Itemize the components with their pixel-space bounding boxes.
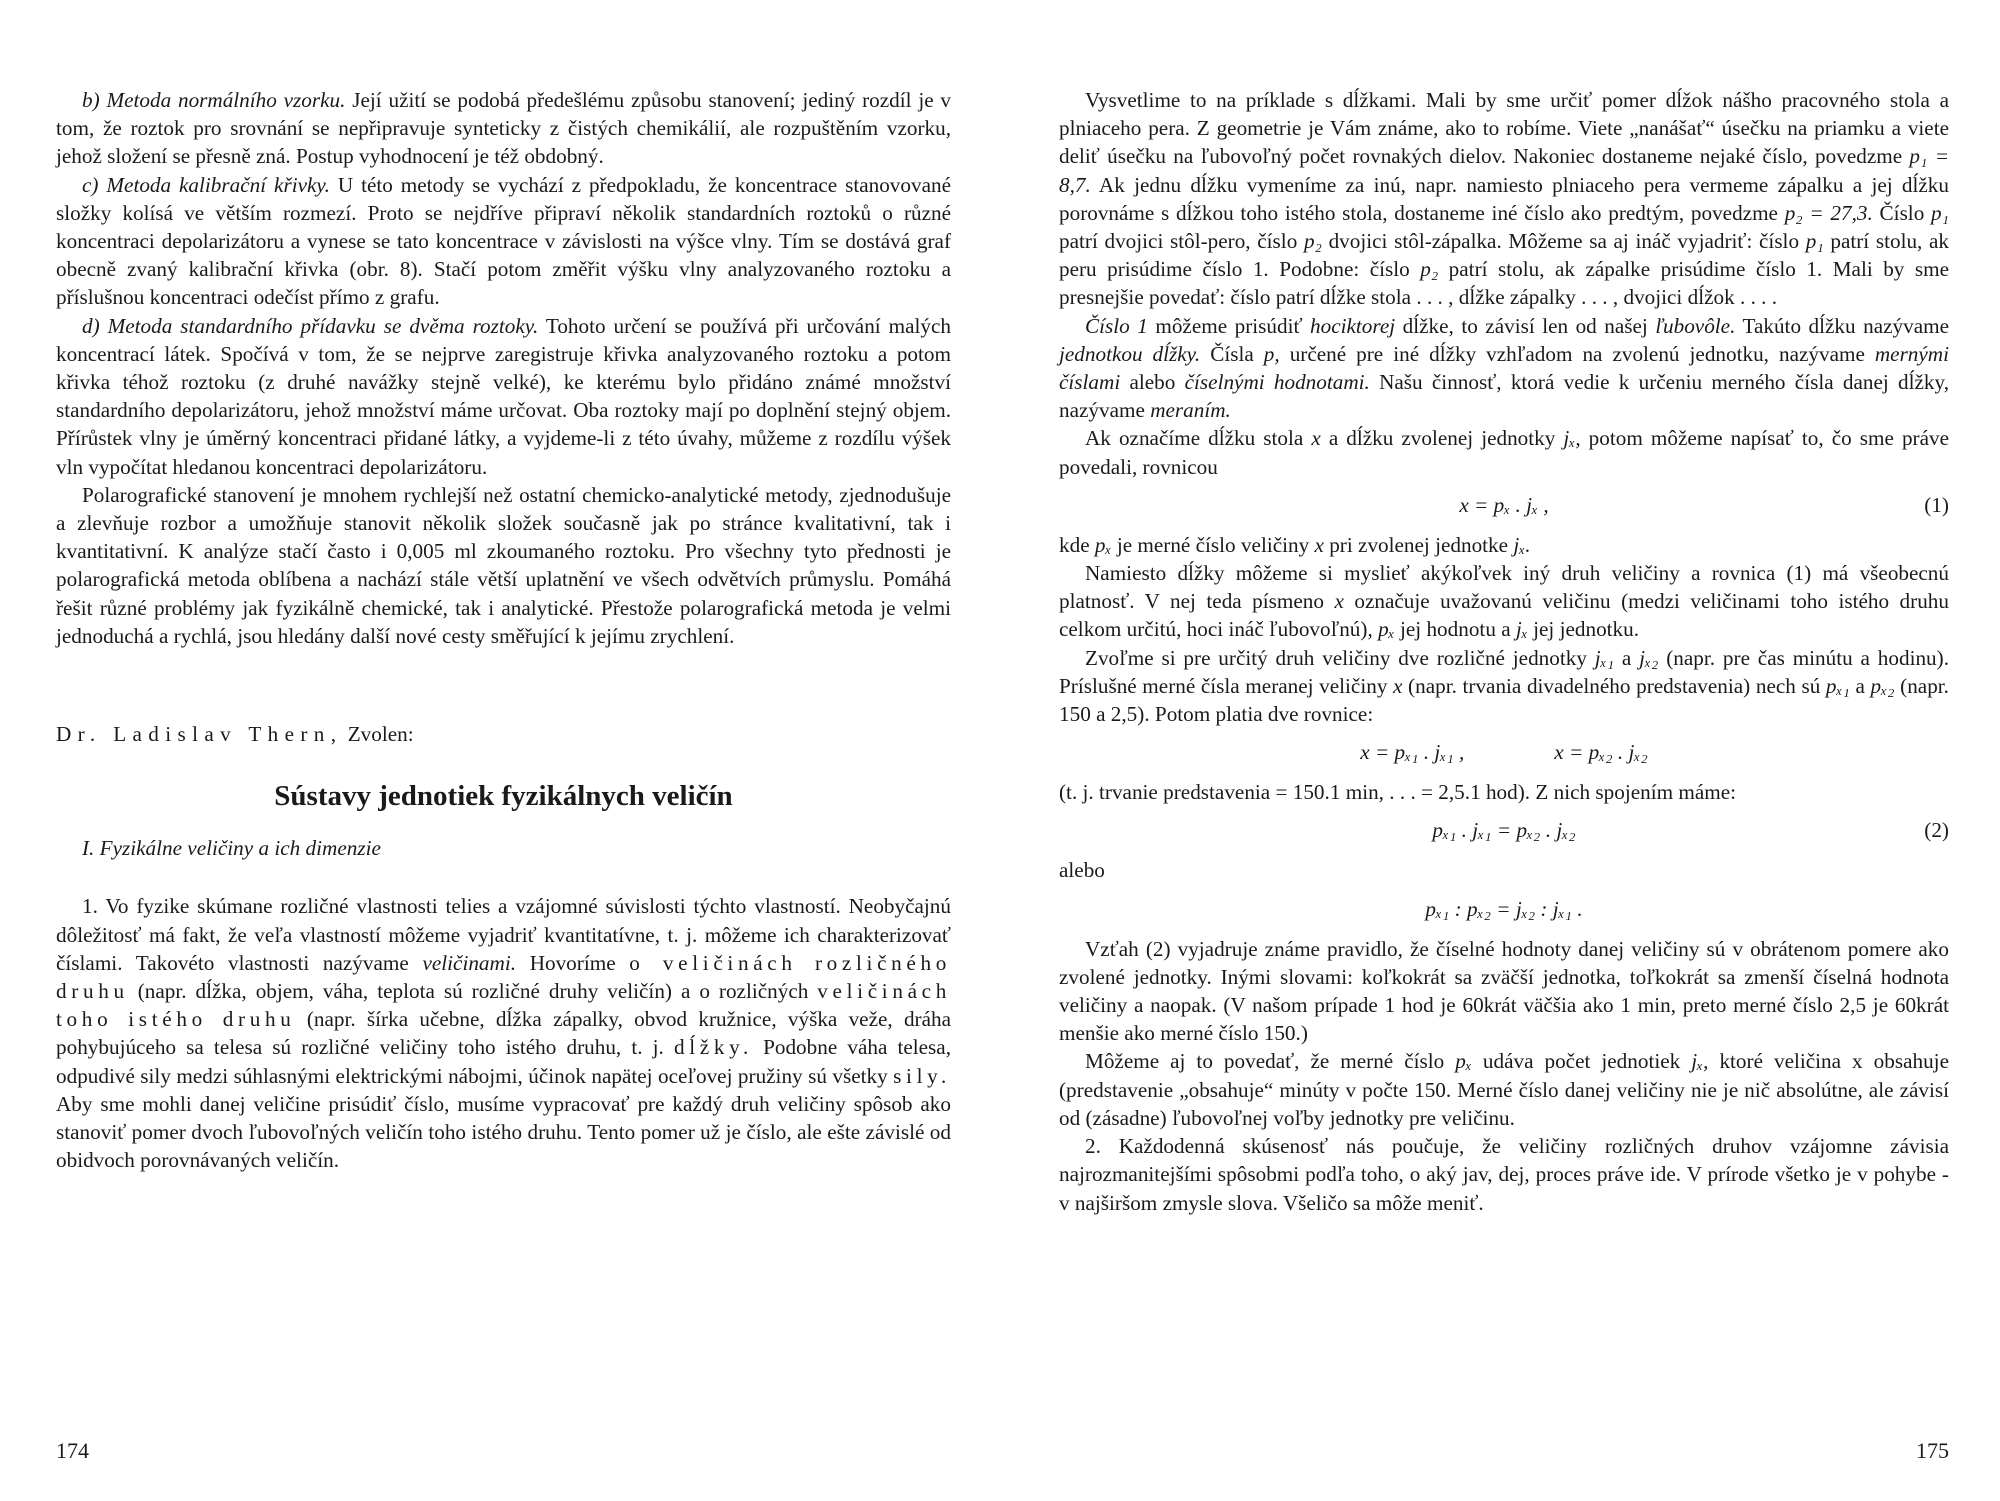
r1-text-c: Číslo — [1872, 200, 1932, 225]
r2-text-d: Čísla — [1200, 341, 1264, 366]
r1-text-e: dvojici stôl-zápalka. Môžeme sa aj ináč vyjadriť: číslo — [1321, 229, 1806, 254]
equation-2 — [1059, 812, 1949, 848]
method-d-heading: d) Metoda standardního přídavku se dvěma roztoky. — [82, 313, 539, 338]
author-name: Dr. Ladislav Thern, — [56, 722, 343, 747]
equation-1 — [1059, 487, 1949, 523]
r2-italic-7: meraním. — [1150, 398, 1231, 423]
author-place: Zvolen: — [342, 722, 414, 747]
r9-math-2: jₓ, — [1691, 1049, 1709, 1074]
r5-math-3: jₓ — [1515, 617, 1528, 642]
author-line — [56, 720, 951, 748]
r1-math-5: p₁ — [1805, 229, 1824, 254]
paragraph-method-b — [56, 86, 951, 171]
r1-math-6: p₂ — [1420, 257, 1439, 282]
r2-italic-4: jednotkou dĺžky. — [1059, 341, 1201, 366]
r9-text-c: ktoré veličina x obsahuje (predstavenie „obsahuje“ minúty v počte 150. Merné číslo danej veličiny nie je nič absolútne, ale závisí od (zásadne) ľubovoľnej voľby jednotky pre veličinu. — [1059, 1049, 1949, 1130]
r4-math-3: jₓ. — [1513, 532, 1531, 557]
r3-text-c: potom môžeme napísať to, čo sme práve povedali, rovnicou — [1059, 426, 1950, 479]
r4-math-2: x — [1314, 532, 1324, 557]
p1-spaced-4: sily. — [893, 1063, 951, 1088]
r3-math-2: jₓ, — [1563, 426, 1581, 451]
method-c-heading: c) Metoda kalibrační křivky. — [82, 172, 330, 197]
r2-text-g: Našu činnosť, ktorá vedie k určeniu merného čísla danej dĺžky, nazývame — [1059, 370, 1950, 423]
p1-text-d: (napr. šírka učebne, dĺžka zápalky, obvod kružnice, výška veže, dráha pohybujúceho sa telesa sú rozličné veličiny toho istého druhu, t. j. — [56, 1007, 952, 1060]
r5-text-a: Namiesto dĺžky môžeme si myslieť akýkoľvek iný druh veličiny a rovnica (1) má všeobecnú platnosť. V nej teda písmeno — [1059, 561, 1949, 614]
r2-math-1: p, — [1263, 341, 1280, 366]
paragraph-example-values: (t. j. trvanie predstavenia = 150.1 min, . . . = 2,5.1 hod). Z nich spojením máme: — [1059, 780, 1737, 805]
paragraph-method-c — [56, 171, 951, 312]
r1-text-f: patrí stolu, ak peru prisúdime číslo 1. Podobne: číslo — [1059, 229, 1950, 282]
equation-3 — [1059, 891, 1949, 927]
r1-math-4: p₂ — [1303, 229, 1322, 254]
r3-math-1: x — [1311, 426, 1321, 451]
right-column — [1059, 86, 1949, 1217]
paragraph-rule: Vzťah (2) vyjadruje známe pravidlo, že číselné hodnoty danej veličiny sú v obrátenom pomere ako zvolené jednotky. Inými slovami: koľkokrát sa zväčší jednotka, toľkokrát sa zmenší číselná hodnota veličiny a naopak. (V našom prípade 1 hod je 60krát väčšia ako 1 min, preto merné číslo 2,5 je 60krát menšie ako merné číslo 150.) — [1059, 936, 1949, 1046]
paragraph-general-validity — [1059, 559, 1949, 644]
p1-text-e: Podobne váha telesa, odpudivé sily medzi súhlasnými elektrickými nábojmi, účinok napätej oceľovej pružiny sú všetky — [56, 1035, 952, 1088]
r5-text-d: jej jednotku. — [1527, 617, 1640, 642]
r9-text-b: udáva počet jednotiek — [1471, 1049, 1692, 1074]
p1-spaced-3: dĺžky. — [673, 1035, 753, 1060]
r1-text-b: Ak jednu dĺžku vymeníme za inú, napr. namiesto plniaceho pera vermeme zápalku a jej dĺžku porovnáme s dĺžkou toho istého stola, dostaneme iné číslo ako predtým, povedzme — [1059, 172, 1949, 225]
paragraph-count — [1059, 1047, 1949, 1132]
r1-text-d: patrí dvojici stôl-pero, číslo — [1059, 229, 1304, 254]
r3-text-b: a dĺžku zvolenej jednotky — [1320, 426, 1564, 451]
paragraph-unit-definition — [1059, 312, 1949, 425]
r9-math-1: pₓ — [1455, 1049, 1472, 1074]
r5-text-b: označuje uvažovanú veličinu (medzi veličinami toho istého druhu celkom určitú, hoci ináč ľubovoľnú), — [1059, 589, 1949, 642]
paragraph-1 — [56, 892, 951, 1174]
r6-text-e: a — [1849, 673, 1871, 698]
right-page — [1000, 0, 2000, 1501]
r6-text-c: (napr. pre čas minútu a hodinu). Príslušné merné čísla meranej veličiny — [1059, 645, 1950, 698]
equation-1-body: x = pₓ . jₓ , — [1459, 492, 1549, 517]
r6-text-a: Zvoľme si pre určitý druh veličiny dve rozličné jednotky — [1085, 645, 1595, 670]
r2-text-c: Takúto dĺžku nazývame — [1735, 313, 1949, 338]
method-c-text: U této metody se vychází z předpokladu, že koncentrace stanovované složky kolísá ve větším rozmezí. Proto se nejdříve připraví několik standardních roztoků o různé koncentraci depolarizátoru a vynese se tato koncentrace v závislosti na výšce vlny. Tím se dostává graf obecně zvaný kalibrační křivka (obr. 8). Stačí potom změřit výšku vlny analyzovaného roztoku a příslušnou koncentraci odečíst přímo z grafu. — [56, 172, 951, 310]
r6-math-1: jₓ₁ — [1594, 645, 1615, 670]
r1-text-g: patrí stolu, ak zápalke prisúdime číslo 1. Mali by sme presnejšie povedať: číslo patrí dĺžke stola . . . , dĺžke zápalky . . . , dvojici dĺžok . . . . — [1059, 257, 1949, 310]
method-b-text: Její užití se podobá předešlému způsobu stanovení; jediný rozdíl je v tom, že roztok pro srovnání se nepřipravuje synteticky z čistých chemikálií, ale rozpuštěním vzorku, jehož složení se přesně zná. Postup vyhodnocení je též obdobný. — [56, 88, 952, 169]
r2-italic-6: číselnými hodnotami. — [1184, 370, 1370, 395]
r1-text-a: Vysvetlime to na príklade s dĺžkami. Mali by sme určiť pomer dĺžok nášho pracovného stola a plniaceho pera. Z geometrie je Vám známe, ako to robíme. Viete „nanášať“ úsečku na priamku a viete deliť úsečku na ľubovoľný počet rovnakých dielov. Nakoniec dostaneme nejaké číslo, povedzme — [1059, 88, 1949, 169]
page-number-left: 174 — [56, 1438, 89, 1463]
p1-spaced-1: o veličinách rozličného druhu — [56, 950, 951, 1004]
p1-text-a: 1. Vo fyzike skúmane rozličné vlastnosti telies a vzájomné súvislosti týchto vlastností. Neobyčajnú dôležitosť má fakt, že veľa vlastností môžeme vyjadriť kvantitatívne, t. j. môžeme ich charakterizovať číslami. Takovéto vlastnosti nazývame — [56, 894, 951, 975]
page-number-right: 175 — [1916, 1438, 1949, 1463]
equation-pair-right: x = pₓ₂ . jₓ₂ — [1554, 740, 1648, 765]
r5-text-c: jej hodnotu a — [1394, 617, 1516, 642]
p1-text-f: Aby sme mohli danej veličine prisúdiť číslo, musíme vypracovať pre každý druh veličiny spôsob ako stanoviť pomer dvoch ľubovoľných veličín toho istého druhu. Tento pomer už je číslo, ale ešte závislé od obidvoch porovnávaných veličín. — [56, 1091, 951, 1173]
article-title: Sústavy jednotiek fyzikálnych veličín — [274, 780, 733, 813]
method-d-text: Tohoto určení se používá při určování malých koncentrací látek. Spočívá v tom, že se nejprve zaregistruje křivka analyzovaného roztoku a potom křivka téhož roztoku (z druhé navážky stejně velké), ke kterému bylo přidáno známé množství standardního depolarizátoru, jehož množství máme určovat. Oba roztoky mají po doplnění stejný objem. Přírůstek vlny je úměrný koncentraci přidané látky, a vyjdeme-li z této úvahy, můžeme z rozdílu výšek vln vypočítat hledanou koncentraci depolarizátoru. — [56, 313, 951, 479]
r4-text-b: je merné číslo veličiny — [1111, 532, 1315, 557]
r4-math-1: pₓ — [1094, 532, 1112, 557]
r6-math-2: jₓ₂ — [1639, 645, 1659, 670]
r6-text-f: (napr. 150 a 2,5). Potom platia dve rovnice: — [1059, 673, 1949, 727]
p1-term-veliciny: veličinami. — [422, 950, 517, 975]
r2-italic-1: Číslo 1 — [1085, 313, 1148, 338]
r2-text-f: alebo — [1120, 370, 1185, 395]
r9-text-a: Môžeme aj to povedať, že merné číslo — [1085, 1049, 1456, 1074]
r6-text-d: (napr. trvania divadelného predstavenia) nech sú — [1402, 673, 1826, 698]
r6-text-b: a — [1614, 645, 1640, 670]
paragraph-polarography: Polarografické stanovení je mnohem rychlejší než ostatní chemicko-analytické metody, zjednodušuje a zlevňuje rozbor a umožňuje stanovit několik složek současně jak po stránce kvalitativní, tak i kvantitativní. K analýze stačí často i 0,005 ml zkoumaného roztoku. Pro všechny tyto přednosti je polarografická metoda oblíbena a nachází stále větší uplatnění ve všech odvětvích průmyslu. Pomáhá řešit různé problémy jak fyzikálně chemické, tak i analytické. Přestože polarografická metoda je velmi jednoduchá a rychlá, jsou hledány další nové cesty směřující k jejímu zrychlení. — [56, 482, 951, 648]
r2-text-b: dĺžke, to závisí len od našej — [1395, 313, 1656, 338]
r1-math-2: p₂ = 27,3. — [1784, 200, 1873, 225]
r2-text-e: určené pre iné dĺžky vzhľadom na zvolenú jednotku, nazývame — [1279, 341, 1875, 366]
r3-text-a: Ak označíme dĺžku stola — [1085, 426, 1312, 451]
paragraph-two-units — [1059, 644, 1949, 729]
r2-italic-3: ľubovôle. — [1655, 313, 1736, 338]
r1-math-3: p₁ — [1931, 200, 1949, 225]
paragraph-2: 2. Každodenná skúsenosť nás poučuje, že veličiny rozličných druhov vzájomne závisia najrozmanitejšími spôsobmi podľa toho, o aký jav, dej, proces práve ide. V prírode všetko je v pohybe - v najširšom zmysle slova. Všeličo sa môže meniť. — [1059, 1134, 1949, 1215]
equation-1-number: (1) — [1924, 492, 1949, 517]
paragraph-method-d — [56, 312, 951, 481]
r5-math-2: pₓ — [1378, 617, 1395, 642]
equation-pair-left: x = pₓ₁ . jₓ₁ , — [1360, 740, 1465, 765]
r2-italic-2: hociktorej — [1310, 313, 1396, 338]
r2-text-a: môžeme prisúdiť — [1147, 313, 1311, 338]
section-heading: I. Fyzikálne veličiny a ich dimenzie — [82, 836, 381, 861]
equation-3-body: pₓ₁ : pₓ₂ = jₓ₂ : jₓ₁ . — [1425, 896, 1583, 921]
alebo-line: alebo — [1059, 858, 1105, 883]
p1-text-c: (napr. dĺžka, objem, váha, teplota sú rozličné druhy veličín) a o rozličných — [128, 979, 818, 1004]
r4-text-a: kde — [1059, 532, 1095, 557]
left-column — [56, 86, 951, 1175]
paragraph-where — [1059, 531, 1949, 559]
r2-italic-5: mernými číslami — [1059, 341, 1949, 395]
paragraph-lengths-example — [1059, 86, 1949, 312]
p1-text-b: Hovoríme — [516, 950, 630, 975]
paragraph-notation — [1059, 424, 1949, 480]
equation-2-number: (2) — [1924, 818, 1949, 843]
method-b-heading: b) Metoda normálního vzorku. — [82, 88, 346, 112]
r5-math-1: x — [1334, 589, 1344, 614]
r6-math-5: pₓ₂ — [1870, 673, 1895, 698]
r6-math-3: x — [1393, 673, 1403, 698]
equation-pair — [1059, 734, 1949, 770]
r4-text-c: pri zvolenej jednotke — [1323, 532, 1514, 557]
p1-spaced-2: veličinách toho istého druhu — [56, 979, 951, 1032]
equation-2-body: pₓ₁ . jₓ₁ = pₓ₂ . jₓ₂ — [1432, 818, 1576, 843]
r6-math-4: pₓ₁ — [1825, 673, 1850, 698]
r1-math-1: p₁ = 8,7. — [1059, 144, 1949, 197]
